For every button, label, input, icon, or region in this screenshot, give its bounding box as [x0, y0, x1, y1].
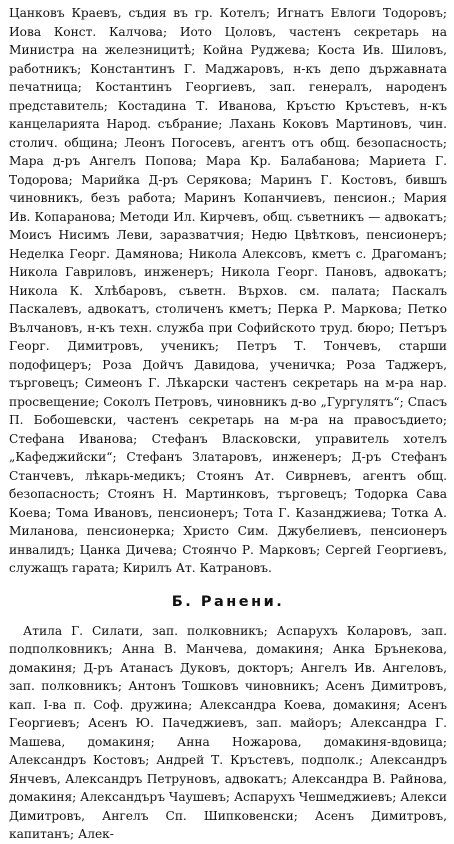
- wounded-list-text: Атила Г. Силати, зап. полковникъ; Аспарухъ Коларовъ, зап. подполковникъ; Анна В. Манчева, домакиня; Анка Брънекова, домакиня; Д-ръ Атанасъ Дуковъ, докторъ; Ангелъ Ив. Ангеловъ, зап. полковникъ; Антонъ Тошковъ чиновникъ; Асенъ Димитровъ, кап. I-ва п. Соф. дружина; Александра Коева, домакиня; Асенъ Георгиевъ; Асенъ Ю. Пачеджиевъ, зап. майоръ; Александра Г. Машева, домакиня; Анна Ножарова, домакиня-вдовица; Александръ Костовъ; Андрей Т. Кръстевъ, подполк.; Александръ Янчевъ, Александръ Петруновъ, адвокатъ; Александра В. Райнова, домакиня; Александъръ Чаушевъ; Аспарухъ Чешмеджиевъ; Алекси Димитровъ, Ангелъ Сп. Шипковенски; Асенъ Димитровъ, капитанъ; Алек-: [9, 623, 447, 841]
- killed-list-text: Цанковъ Краевъ, съдия въ гр. Котелъ; Игнатъ Евлоги Тодоровъ; Иова Конст. Калчова; Иото Цоловъ, частенъ секретарь на Министра на железницитѣ; Койна Руджева; Коста Ив. Шиловъ, работникъ; Константинъ Г. Маджаровъ, н-къ депо държавната печатница; Костантинъ Георгиевъ, зап. генералъ, народенъ представитель; Костадина Т. Иванова, Кръстю Кръстевъ, н-къ канцеларията Народ. събрание; Лахань Коковъ Мартиновъ, чин. столич. община; Леонъ Погосевъ, агентъ отъ общ. безопасность; Мара д-ръ Ангелъ Попова; Мара Кр. Балабанова; Мариета Г. Тодорова; Марийка Д-ръ Серякова; Маринъ Г. Костовъ, бившъ чиновникъ, безъ работа; Маринъ Копанчиевъ, пенсион.; Мария Ив. Копаранова; Методи Ил. Кирчевъ, общ. съветникъ — адвокатъ; Моисъ Нисимъ Леви, заразватчия; Недю Цвѣтковъ, пенсионеръ; Неделка Георг. Дамянова; Никола Алексовъ, кметъ с. Драгоманъ; Никола Гавриловъ, инженеръ; Никола Георг. Пановъ, адвокатъ; Никола К. Хлѣбаровъ, съветн. Върхов. см. палата; Паскалъ Паскалевъ, адвокатъ, столиченъ кметъ; Перка Р. Маркова; Петко Вълчановъ, н-къ техн. служба при Софийското труд. бюро; Петъръ Георг. Димитровъ, ученикъ; Петръ Т. Тончевъ, старши подофицеръ; Роза Дойчъ Давидова, ученичка; Роза Таджеръ, търговецъ; Симеонъ Г. Лѣкарски частенъ секретарь на м-ра нар. просвещение; Соколъ Петровъ, чиновникъ д-во „Гургулятъ“; Спасъ П. Бобошевски, частенъ секретарь на м-ра на правосъдието; Стефана Иванова; Стефанъ Власковски, управитель хотелъ „Кафеджийски“; Стефанъ Златаровъ, инженеръ; Д-ръ Стефанъ Станчевъ, лѣкарь-медикъ; Стоянъ Ат. Сиврневъ, агентъ общ. безопасность; Стоянъ Н. Мартинковъ, търговецъ; Тодорка Сава Коева; Тома Ивановъ, пенсионеръ; Тота Г. Казанджиева; Тотка А. Миланова, пенсионерка; Христо Сим. Джубелиевъ, пенсионеръ инвалидъ; Цанка Дичева; Стоянчо Р. Марковъ; Сергей Георгиевъ, служащъ гарата; Кирилъ Ат. Катрановъ.: [9, 6, 447, 575]
- section-heading-wounded: Б. Ранени.: [171, 593, 285, 610]
